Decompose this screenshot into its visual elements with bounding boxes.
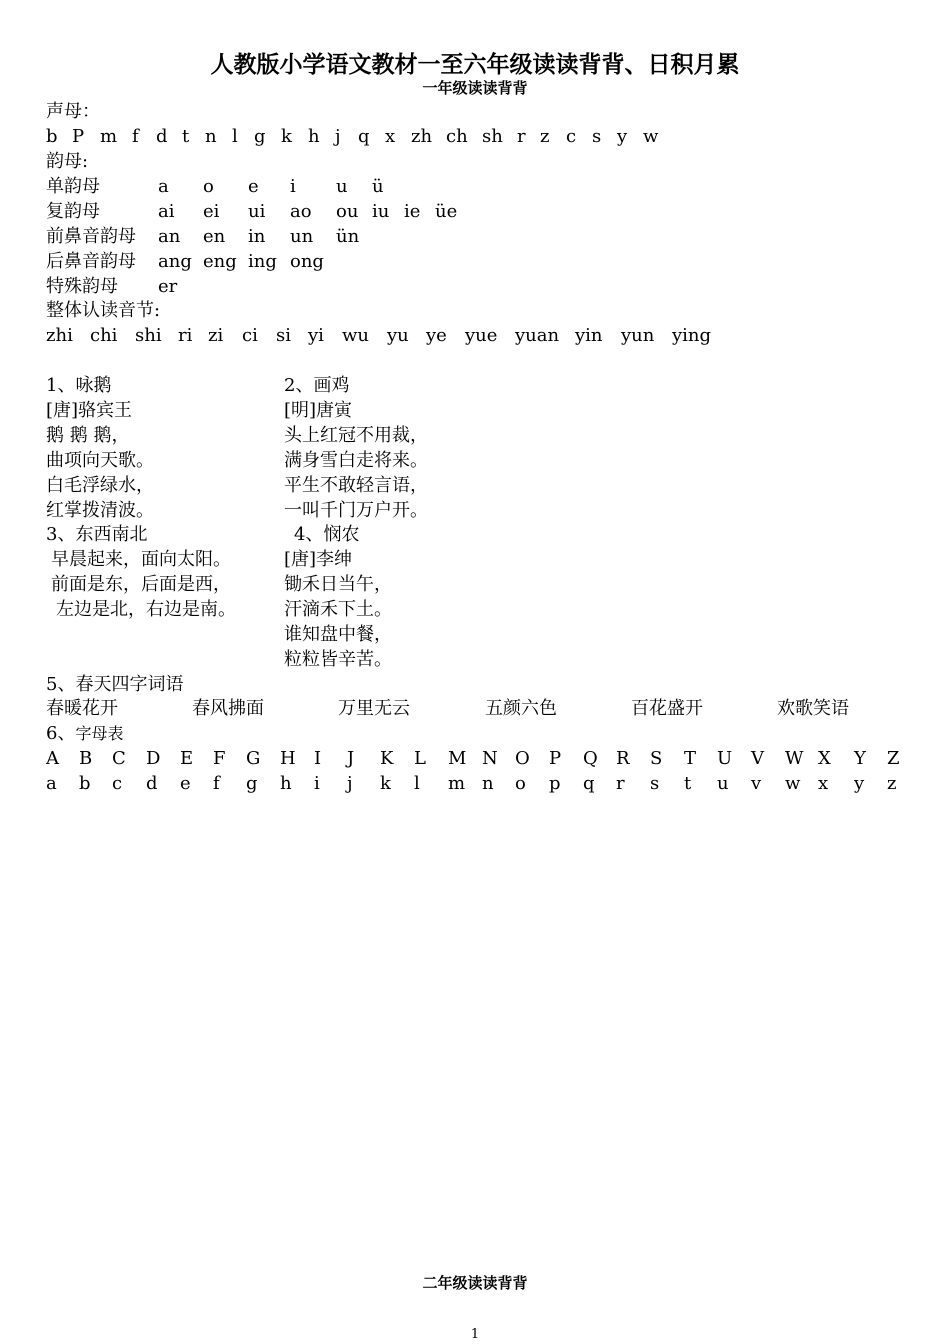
section6-label: 字母表 — [75, 724, 124, 743]
alphabet-letter: B — [79, 748, 93, 769]
poem1-title: 1、咏鹅 — [46, 375, 112, 396]
alphabet-letter: U — [717, 748, 733, 769]
yunmu-item: eng — [203, 251, 237, 272]
poem3-title: 3、东西南北 — [46, 524, 148, 545]
yunmu-row-label: 前鼻音韵母 — [46, 226, 136, 247]
yunmu-item: ou — [336, 201, 359, 222]
shengmu-item: f — [132, 126, 139, 147]
shengmu-item: d — [156, 126, 168, 147]
alphabet-letter: T — [684, 748, 697, 769]
alphabet-letter: y — [854, 773, 865, 794]
yunmu-row-front-nasal — [46, 225, 546, 249]
alphabet-letter: I — [314, 748, 322, 769]
zhengti-item: yu — [387, 325, 409, 346]
yunmu-item: er — [158, 276, 178, 297]
zhengti-item: zi — [208, 325, 224, 346]
poem2-author: [明]唐寅 — [284, 400, 353, 421]
zhengti-item: ri — [178, 325, 193, 346]
yunmu-item: i — [290, 176, 296, 197]
shengmu-row — [46, 125, 906, 149]
poem4-line: 锄禾日当午， — [284, 574, 392, 595]
spring-word: 百花盛开 — [631, 698, 703, 719]
section5-title: 5、春天四字词语 — [46, 674, 184, 695]
yunmu-item: üe — [435, 201, 458, 222]
shengmu-item: g — [254, 126, 266, 147]
alphabet-letter: K — [380, 748, 394, 769]
shengmu-item: b — [46, 126, 58, 147]
poem4-line: 汗滴禾下土。 — [284, 599, 392, 620]
yunmu-item: ie — [404, 201, 421, 222]
alphabet-letter: A — [46, 748, 59, 769]
alphabet-letter: w — [785, 773, 801, 794]
alphabet-letter: D — [146, 748, 161, 769]
spring-word: 五颜六色 — [485, 698, 557, 719]
alphabet-letter: f — [213, 773, 220, 794]
alphabet-letter: c — [112, 773, 123, 794]
shengmu-item: q — [358, 126, 370, 147]
alphabet-letter: m — [448, 773, 466, 794]
yunmu-item: en — [203, 226, 226, 247]
poem1-line: 红掌拨清波。 — [46, 500, 154, 521]
yunmu-item: an — [158, 226, 181, 247]
yunmu-item: ü — [372, 176, 384, 197]
alphabet-letter: k — [380, 773, 391, 794]
alphabet-letter: H — [280, 748, 296, 769]
yunmu-item: ang — [158, 251, 192, 272]
alphabet-letter: Z — [887, 748, 900, 769]
shengmu-item: x — [385, 126, 396, 147]
alphabet-letter: o — [515, 773, 526, 794]
alphabet-letter: a — [46, 773, 57, 794]
alphabet-letter: N — [482, 748, 498, 769]
poem3-line: 左边是北，右边是南。 — [56, 599, 236, 620]
alphabet-letter: e — [180, 773, 191, 794]
yunmu-row-back-nasal — [46, 250, 546, 274]
yunmu-row-compound — [46, 200, 546, 224]
alphabet-letter: n — [482, 773, 494, 794]
poem4-title: 4、悯农 — [294, 524, 360, 545]
alphabet-letter: C — [112, 748, 126, 769]
shengmu-item: l — [232, 126, 238, 147]
alphabet-letter: j — [347, 773, 353, 794]
alphabet-lowercase-row — [46, 772, 916, 796]
poem2-line: 平生不敢轻言语， — [284, 475, 428, 496]
shengmu-item: j — [335, 126, 341, 147]
shengmu-item: s — [592, 126, 602, 147]
poem2-line: 满身雪白走将来。 — [284, 450, 428, 471]
alphabet-letter: z — [887, 773, 897, 794]
shengmu-item: c — [566, 126, 577, 147]
alphabet-uppercase-row — [46, 747, 916, 771]
alphabet-letter: V — [751, 748, 764, 769]
shengmu-item: P — [72, 126, 85, 147]
shengmu-item: h — [308, 126, 320, 147]
alphabet-letter: d — [146, 773, 158, 794]
alphabet-letter: g — [246, 773, 258, 794]
shengmu-item: zh — [411, 126, 433, 147]
poem1-line: 白毛浮绿水， — [46, 475, 154, 496]
zhengti-label: 整体认读音节: — [46, 300, 161, 321]
page-number: 1 — [470, 1327, 480, 1342]
alphabet-letter: P — [549, 748, 562, 769]
alphabet-letter: h — [280, 773, 292, 794]
grade1-heading: 一年级读读背背 — [422, 79, 528, 97]
alphabet-letter: O — [515, 748, 530, 769]
poem1-line: 鹅 鹅 鹅， — [46, 425, 130, 446]
spring-word: 万里无云 — [338, 698, 410, 719]
poem1-author: [唐]骆宾王 — [46, 400, 133, 421]
yunmu-item: iu — [372, 201, 390, 222]
yunmu-item: ei — [203, 201, 220, 222]
poem3-line: 早晨起来，面向太阳。 — [51, 549, 231, 570]
yunmu-row-label: 后鼻音韵母 — [46, 251, 136, 272]
poem1-line: 曲项向天歌。 — [46, 450, 154, 471]
alphabet-letter: i — [314, 773, 320, 794]
section6-number: 6、 — [46, 723, 76, 744]
spring-word: 春风拂面 — [192, 698, 264, 719]
poem2-line: 头上红冠不用裁， — [284, 425, 428, 446]
alphabet-letter: M — [448, 748, 467, 769]
zhengti-item: ying — [672, 325, 712, 346]
alphabet-letter: l — [414, 773, 420, 794]
alphabet-letter: S — [650, 748, 663, 769]
shengmu-item: k — [281, 126, 292, 147]
zhengti-row — [46, 324, 806, 348]
shengmu-item: w — [643, 126, 659, 147]
yunmu-item: ui — [248, 201, 266, 222]
alphabet-letter: p — [549, 773, 561, 794]
yunmu-row-label: 复韵母 — [46, 201, 100, 222]
yunmu-item: in — [248, 226, 266, 247]
alphabet-letter: L — [414, 748, 426, 769]
yunmu-item: ai — [158, 201, 175, 222]
yunmu-item: a — [158, 176, 169, 197]
yunmu-item: un — [290, 226, 314, 247]
zhengti-item: yuan — [515, 325, 560, 346]
alphabet-letter: R — [616, 748, 630, 769]
yunmu-item: o — [203, 176, 214, 197]
shengmu-item: sh — [482, 126, 503, 147]
alphabet-letter: r — [616, 773, 625, 794]
page-title: 人教版小学语文教材一至六年级读读背背、日积月累 — [210, 51, 740, 78]
yunmu-row-label: 单韵母 — [46, 176, 100, 197]
poem2-title: 2、画鸡 — [284, 375, 350, 396]
alphabet-letter: b — [79, 773, 91, 794]
yunmu-item: u — [336, 176, 348, 197]
yunmu-row-special — [46, 275, 546, 299]
zhengti-item: zhi — [46, 325, 73, 346]
alphabet-letter: E — [180, 748, 194, 769]
alphabet-letter: J — [347, 748, 355, 769]
yunmu-item: ing — [248, 251, 277, 272]
poem4-line: 谁知盘中餐， — [284, 624, 392, 645]
yunmu-label: 韵母: — [46, 151, 89, 172]
shengmu-item: t — [182, 126, 190, 147]
yunmu-item: ao — [290, 201, 312, 222]
shengmu-item: y — [617, 126, 628, 147]
yunmu-row-label: 特殊韵母 — [46, 276, 118, 297]
zhengti-item: ye — [426, 325, 447, 346]
shengmu-label: 声母： — [46, 101, 100, 122]
yunmu-item: ün — [336, 226, 360, 247]
grade2-heading: 二年级读读背背 — [422, 1274, 528, 1292]
yunmu-row-single — [46, 175, 546, 199]
alphabet-letter: Y — [854, 748, 866, 769]
shengmu-item: n — [205, 126, 217, 147]
shengmu-item: r — [517, 126, 526, 147]
alphabet-letter: x — [818, 773, 829, 794]
alphabet-letter: W — [785, 748, 804, 769]
spring-word: 春暖花开 — [46, 698, 118, 719]
zhengti-item: yun — [621, 325, 655, 346]
alphabet-letter: F — [213, 748, 226, 769]
shengmu-item: z — [540, 126, 550, 147]
zhengti-item: yin — [575, 325, 603, 346]
zhengti-item: yi — [308, 325, 324, 346]
poem4-author: [唐]李绅 — [284, 549, 353, 570]
alphabet-letter: X — [818, 748, 831, 769]
alphabet-letter: Q — [583, 748, 598, 769]
alphabet-letter: t — [684, 773, 692, 794]
alphabet-letter: s — [650, 773, 660, 794]
yunmu-item: ong — [290, 251, 324, 272]
poem3-line: 前面是东，后面是西， — [51, 574, 231, 595]
zhengti-item: ci — [242, 325, 258, 346]
zhengti-item: shi — [135, 325, 162, 346]
zhengti-item: yue — [465, 325, 498, 346]
zhengti-item: chi — [90, 325, 118, 346]
spring-word: 欢歌笑语 — [777, 698, 849, 719]
alphabet-letter: G — [246, 748, 261, 769]
alphabet-letter: q — [583, 773, 595, 794]
shengmu-item: m — [100, 126, 118, 147]
section6-title — [46, 722, 123, 746]
poem4-line: 粒粒皆辛苦。 — [284, 649, 392, 670]
zhengti-item: wu — [342, 325, 369, 346]
yunmu-item: e — [248, 176, 259, 197]
alphabet-letter: u — [717, 773, 729, 794]
shengmu-item: ch — [446, 126, 468, 147]
zhengti-item: si — [276, 325, 291, 346]
poem2-line: 一叫千门万户开。 — [284, 500, 428, 521]
section5-words — [46, 697, 906, 721]
alphabet-letter: v — [751, 773, 762, 794]
